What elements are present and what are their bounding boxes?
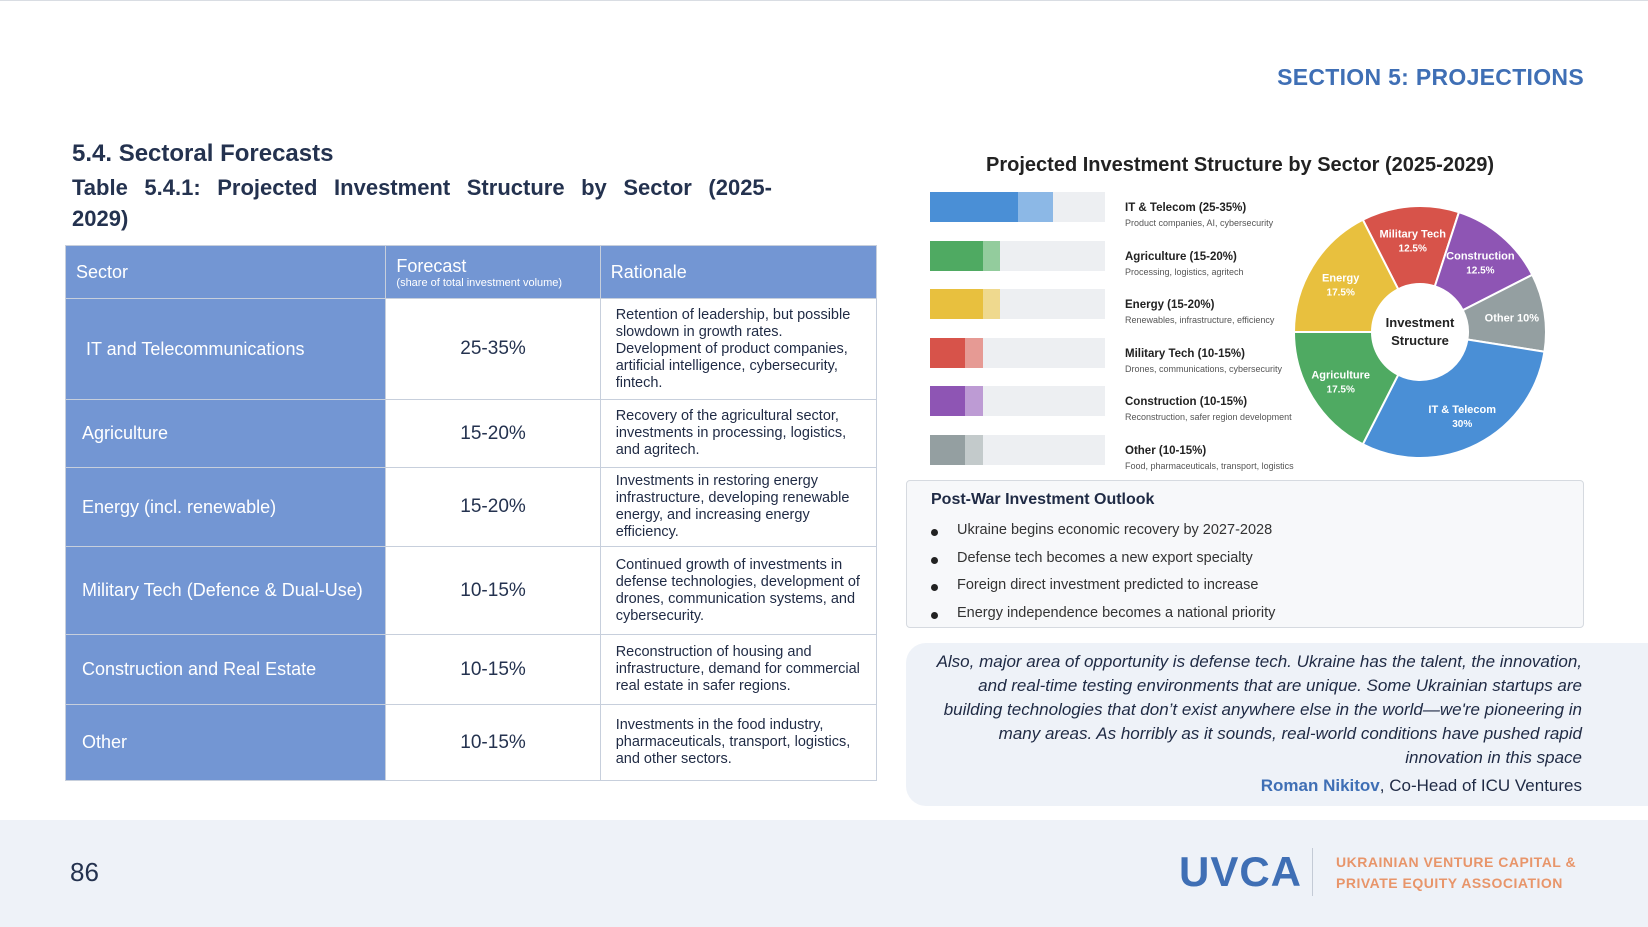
donut-center	[1373, 285, 1467, 379]
outlook-item: Defense tech becomes a new export specialty	[931, 545, 1275, 573]
forecast-cell: 10-15%	[386, 635, 600, 705]
sector-cell: Military Tech (Defence & Dual-Use)	[66, 547, 386, 635]
forecast-cell: 15-20%	[386, 468, 600, 547]
header-rationale: Rationale	[600, 246, 876, 299]
rationale-cell: Recovery of the agricultural sector, investments in processing, logistics, and agritech.	[600, 400, 876, 468]
header-sector: Sector	[66, 246, 386, 299]
sector-cell: Construction and Real Estate	[66, 635, 386, 705]
range-bar-upper	[965, 338, 983, 368]
range-bar-upper	[1018, 192, 1053, 222]
donut-slice-value: 12.5%	[1466, 265, 1495, 277]
donut-slice-name: Agriculture	[1311, 369, 1371, 382]
table-row	[66, 299, 877, 400]
range-bar-lower	[930, 289, 983, 319]
range-bar-track	[930, 192, 1105, 222]
page-number: 86	[70, 857, 99, 887]
quote-author-name: Roman Nikitov	[1260, 776, 1380, 795]
rationale-cell: Investments in restoring energy infrastructure, developing renewable energy, and increasing energy efficiency.	[600, 468, 876, 547]
rationale-cell: Reconstruction of housing and infrastructure, demand for commercial real estate in safer regions.	[600, 635, 876, 705]
uvca-logo: UVCA	[1179, 848, 1303, 895]
quote-author-role: , Co-Head of ICU Ventures	[1379, 776, 1582, 795]
association-name	[1336, 852, 1576, 894]
donut-slice-name: IT & Telecom	[1428, 403, 1497, 416]
quote-block	[906, 643, 1648, 806]
range-bar-lower	[930, 338, 965, 368]
range-bar-upper	[983, 241, 1001, 271]
outlook-panel	[906, 480, 1584, 628]
quote-author	[1261, 776, 1582, 796]
chart-title: Projected Investment Structure by Sector (2025-2029)	[986, 154, 1494, 176]
table-row	[66, 547, 877, 635]
donut-slice-value: 17.5%	[1326, 384, 1355, 396]
range-bar-upper	[983, 289, 1001, 319]
section-title: SECTION 5: PROJECTIONS	[1277, 64, 1584, 90]
range-bar-track	[930, 435, 1105, 465]
footer	[0, 820, 1648, 927]
outlook-item: Energy independence becomes a national priority	[931, 600, 1275, 628]
range-bar-description: Reconstruction, safer region development	[1125, 412, 1292, 422]
outlook-title: Post-War Investment Outlook	[931, 491, 1155, 508]
range-bar-row	[930, 338, 1310, 387]
range-bar-track	[930, 241, 1105, 271]
donut-center-label: Structure	[1391, 333, 1449, 348]
donut-slice-value: 12.5%	[1398, 243, 1427, 255]
rationale-cell: Investments in the food industry, pharmaceuticals, transport, logistics, and other sectors.	[600, 705, 876, 781]
range-bar-lower	[930, 192, 1018, 222]
association-line-2: PRIVATE EQUITY ASSOCIATION	[1336, 875, 1563, 891]
table-row	[66, 635, 877, 705]
range-bar-row	[930, 386, 1310, 435]
donut-slice-name: Construction	[1446, 250, 1515, 263]
table-title: Table 5.4.1: Projected Investment Structure by Sector (2025-2029)	[72, 175, 772, 231]
donut-slice-name: Other 10%	[1484, 312, 1540, 325]
donut-center-label: Investment	[1385, 315, 1455, 330]
forecast-cell: 15-20%	[386, 400, 600, 468]
forecast-cell: 10-15%	[386, 705, 600, 781]
range-bar-upper	[965, 386, 983, 416]
range-bar-track	[930, 386, 1105, 416]
donut-slice-value: 17.5%	[1326, 287, 1355, 299]
outlook-item: Ukraine begins economic recovery by 2027-2028	[931, 517, 1275, 545]
quote-text: Also, major area of opportunity is defense tech. Ukraine has the talent, the innovation, and real-time testing environments that are unique. Some Ukrainian startups are building technologies that don’t exist anywhere else in the world—we're pioneering in many areas. As horribly as it sounds, real-world conditions have pushed rapid innovation in this space	[936, 652, 1582, 767]
sector-cell: Other	[66, 705, 386, 781]
header-forecast: Forecast (share of total investment volume)	[386, 246, 600, 299]
table-row	[66, 705, 877, 781]
range-bar-lower	[930, 435, 965, 465]
range-bar-row	[930, 435, 1310, 484]
range-bar-row	[930, 289, 1310, 338]
range-bar-description: Processing, logistics, agritech	[1125, 266, 1244, 277]
investment-donut-chart	[1280, 192, 1560, 472]
sector-forecast-table	[65, 245, 877, 781]
range-bar-lower	[930, 386, 965, 416]
range-bar-description: Renewables, infrastructure, efficiency	[1125, 315, 1275, 325]
range-bar-track	[930, 338, 1105, 368]
range-bar-row	[930, 192, 1310, 241]
rationale-cell: Retention of leadership, but possible slowdown in growth rates. Development of product companies, artificial intelligence, cybersecurity, fintech.	[600, 299, 876, 400]
range-bar-label: IT & Telecom (25-35%)	[1125, 202, 1247, 214]
range-bar-track	[930, 289, 1105, 319]
top-divider	[0, 0, 1648, 1]
sector-cell: Agriculture	[66, 400, 386, 468]
range-bar-label: Agriculture (15-20%)	[1125, 250, 1237, 263]
forecast-cell: 25-35%	[386, 299, 600, 400]
range-bar-label: Other (10-15%)	[1125, 444, 1207, 457]
forecast-cell: 10-15%	[386, 547, 600, 635]
outlook-list	[931, 517, 1275, 627]
range-bar-upper	[965, 435, 983, 465]
table-header-row	[66, 246, 877, 299]
logo-divider	[1312, 848, 1313, 896]
donut-slice-name: Military Tech	[1379, 228, 1446, 241]
donut-slice-name: Energy	[1322, 272, 1360, 285]
table-row	[66, 468, 877, 547]
table-row	[66, 400, 877, 468]
rationale-cell: Continued growth of investments in defense technologies, development of drones, communication systems, and cybersecurity.	[600, 547, 876, 635]
range-bar-row	[930, 241, 1310, 290]
range-bar-description: Food, pharmaceuticals, transport, logistics	[1125, 460, 1294, 471]
range-bar-lower	[930, 241, 983, 271]
outlook-item: Foreign direct investment predicted to increase	[931, 572, 1275, 600]
range-bar-label: Military Tech (10-15%)	[1125, 347, 1245, 360]
sector-cell: IT and Telecommunications	[66, 299, 386, 400]
range-bar-description: Product companies, AI, cybersecurity	[1125, 218, 1274, 228]
donut-slice-value: 30%	[1452, 418, 1473, 430]
association-line-1: UKRAINIAN VENTURE CAPITAL &	[1336, 854, 1577, 870]
subsection-title: 5.4. Sectoral Forecasts	[72, 140, 334, 167]
range-bar-label: Construction (10-15%)	[1125, 396, 1248, 408]
range-bar-description: Drones, communications, cybersecurity	[1125, 363, 1283, 374]
range-bar-list	[930, 192, 1310, 483]
range-bar-label: Energy (15-20%)	[1125, 299, 1215, 311]
sector-cell: Energy (incl. renewable)	[66, 468, 386, 547]
